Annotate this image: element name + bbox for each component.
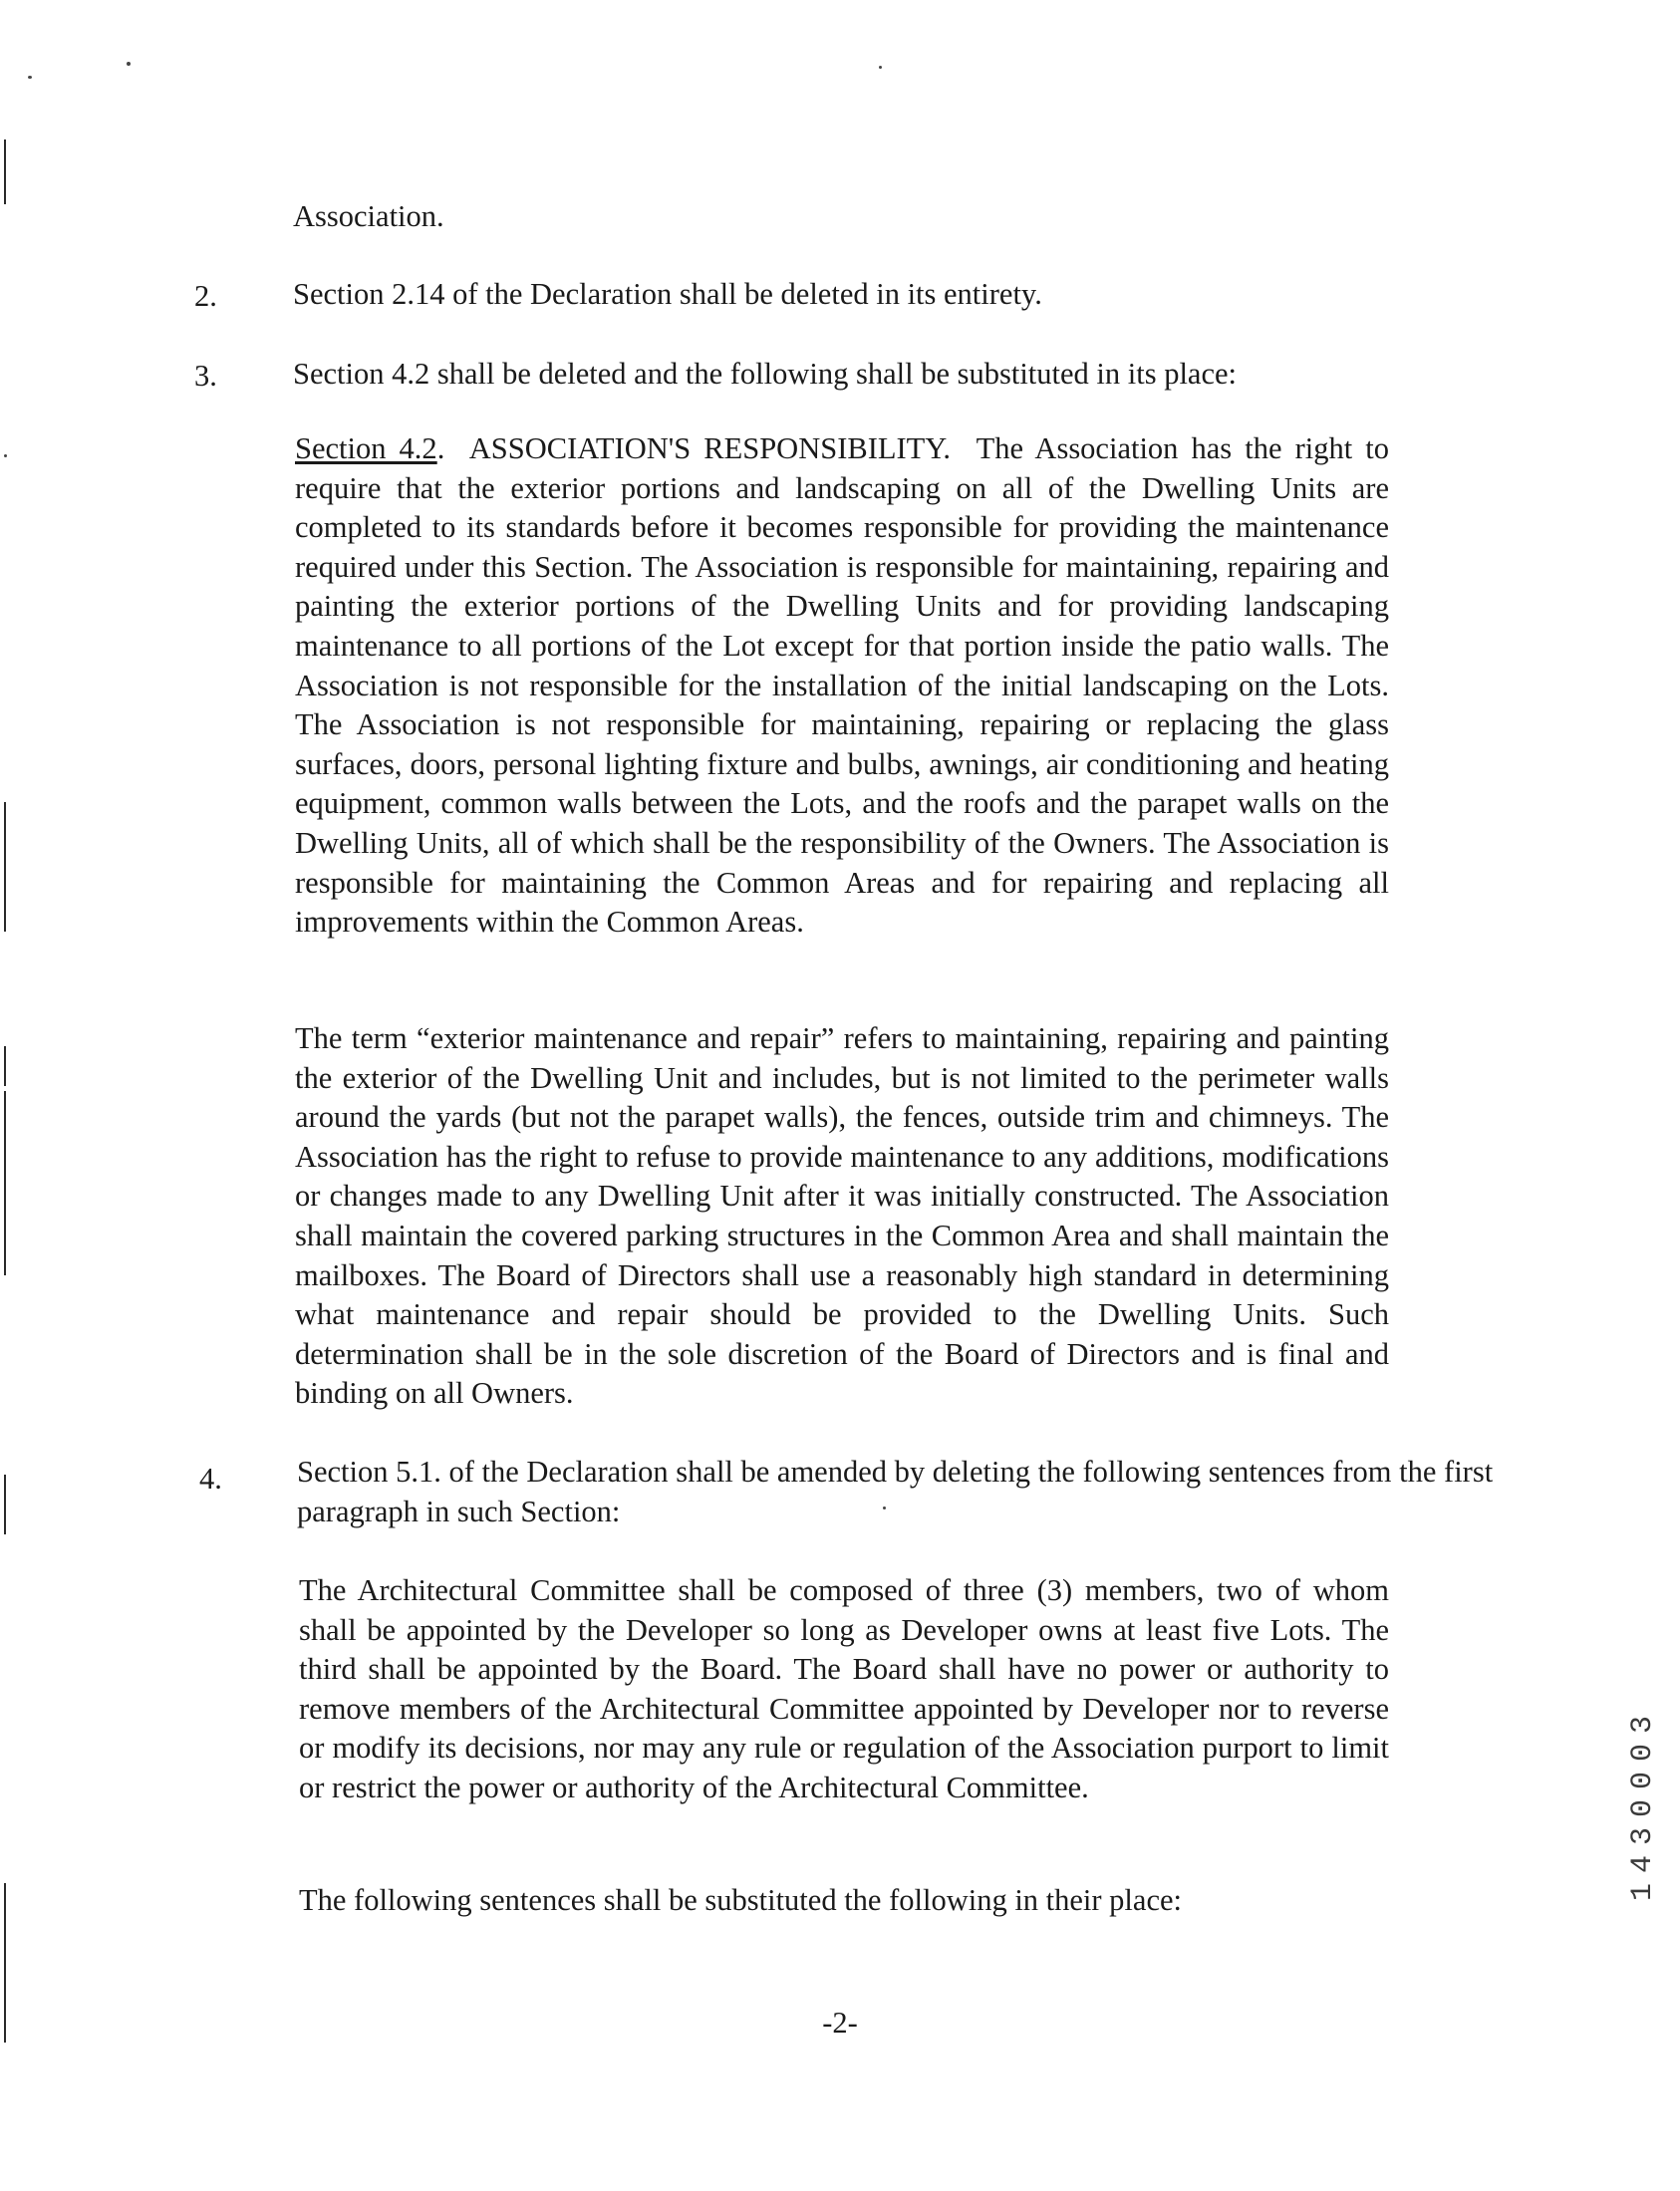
recording-stamp-text: 1430003 <box>1626 1705 1660 1901</box>
section-4-2-paragraph-2: The term “exterior maintenance and repair” refers to maintaining, repairing and painting the exterior of the Dwelling Unit and includes, but is not limited to the perimeter walls around the yards (but not the parapet walls), the fences, outside trim and chimneys. The Association has the right to refuse to provide maintenance to any additions, modifications or changes made to any Dwelling Unit after it was initially constructed. The Association shall maintain the covered parking structures in the Common Area and shall maintain the mailboxes. The Board of Directors shall use a reasonably high standard in determining what maintenance and repair should be provided to the Dwelling Units. Such determination shall be in the sole discretion of the Board of Directors and is final and binding on all Owners. <box>295 1021 1389 1411</box>
section-heading-ref: Section 4.2 <box>295 431 437 465</box>
section-4-2-paragraph-1 <box>295 429 1389 943</box>
scan-speck <box>4 454 7 457</box>
scan-mark <box>4 139 6 204</box>
section-body-text: The Association has the right to require that the exterior portions and landscaping on all of the Dwelling Units are completed to its standards before it becomes responsible for providing the maintenance required under this Section. The Association is responsible for maintaining, repairing and painting the exterior portions of the Dwelling Units and for providing landscaping maintenance to all portions of the Lot except for that portion inside the patio walls. The Association is not responsible for the installation of the initial landscaping on the Lots. The Association is not responsible for maintaining, repairing or replacing the glass surfaces, doors, personal lighting fixture and bulbs, awnings, air conditioning and heating equipment, common walls between the Lots, and the roofs and the parapet walls on the Dwelling Units, all of which shall be the responsibility of the Owners. The Association is responsible for maintaining the Common Areas and for repairing and replacing all improvements within the Common Areas. <box>295 431 1389 940</box>
scan-mark <box>4 1091 6 1275</box>
scan-mark <box>4 1046 6 1086</box>
item-number: 4. <box>199 1462 222 1496</box>
item-text: Section 2.14 of the Declaration shall be deleted in its entirety. <box>293 277 1042 311</box>
section-5-1-deleted-sentences: The Architectural Committee shall be composed of three (3) members, two of whom shall be appointed by the Developer so long as Developer owns at least five Lots. The third shall be appointed by the Board. The Board shall have no power or authority to remove members of the Architectural Committee appointed by Developer nor to reverse or modify its decisions, nor may any rule or regulation of the Association purport to limit or restrict the power or authority of the Architectural Committee. <box>299 1573 1389 1804</box>
item-number: 2. <box>194 279 217 313</box>
item-text: Section 5.1. of the Declaration shall be amended by deleting the following sentences from the first paragraph in such Section: <box>297 1455 1494 1528</box>
section-heading-title: ASSOCIATION'S RESPONSIBILITY. <box>468 431 951 465</box>
scan-mark <box>4 1475 6 1534</box>
section-heading-punct: . <box>436 431 445 465</box>
item-number: 3. <box>194 359 217 393</box>
scan-speck <box>28 76 32 79</box>
item-text: Section 4.2 shall be deleted and the following shall be substituted in its place: <box>293 357 1238 391</box>
recording-stamp <box>1626 1554 1666 1913</box>
continuation-text: Association. <box>293 199 444 233</box>
page-number: -2- <box>822 2006 858 2040</box>
substitution-intro: The following sentences shall be substituted the following in their place: <box>299 1883 1182 1917</box>
scan-speck <box>127 62 131 66</box>
scan-speck <box>879 66 882 69</box>
scan-mark <box>4 802 6 932</box>
